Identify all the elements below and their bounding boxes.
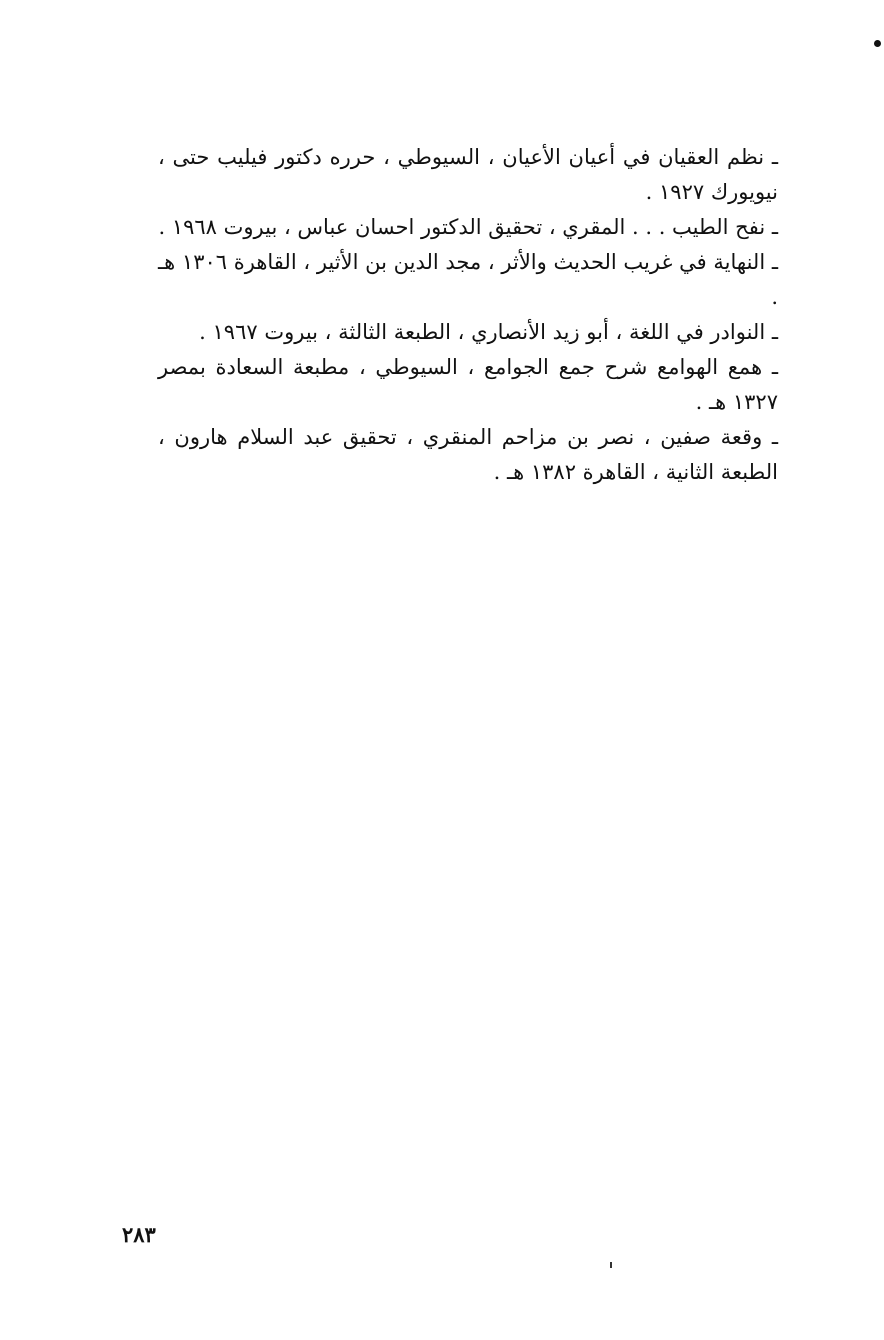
corner-ink-dot [874,40,881,47]
reference-entry: ـ نظم العقيان في أعيان الأعيان ، السيوطي ، حرره دكتور فيليب حتى ، نيويورك ١٩٢٧ . [158,145,778,204]
reference-entry: ـ النوادر في اللغة ، أبو زيد الأنصاري ، الطبعة الثالثة ، بيروت ١٩٦٧ . [199,320,778,344]
bibliography-list [158,140,778,490]
reference-entry: ـ نفح الطيب . . . المقري ، تحقيق الدكتور احسان عباس ، بيروت ١٩٦٨ . [158,215,778,239]
reference-entry: ـ النهاية في غريب الحديث والأثر ، مجد الدين بن الأثير ، القاهرة ١٣٠٦ هـ . [158,250,778,309]
reference-entry: ـ وقعة صفين ، نصر بن مزاحم المنقري ، تحقيق عبد السلام هارون ، الطبعة الثانية ، القاهرة ١٣٨٢ هـ . [158,425,778,484]
page-number: ٢٨٣ [122,1222,156,1247]
reference-entry: ـ همع الهوامع شرح جمع الجوامع ، السيوطي ، مطبعة السعادة بمصر ١٣٢٧ هـ . [158,355,778,414]
scan-speck [610,1262,612,1268]
